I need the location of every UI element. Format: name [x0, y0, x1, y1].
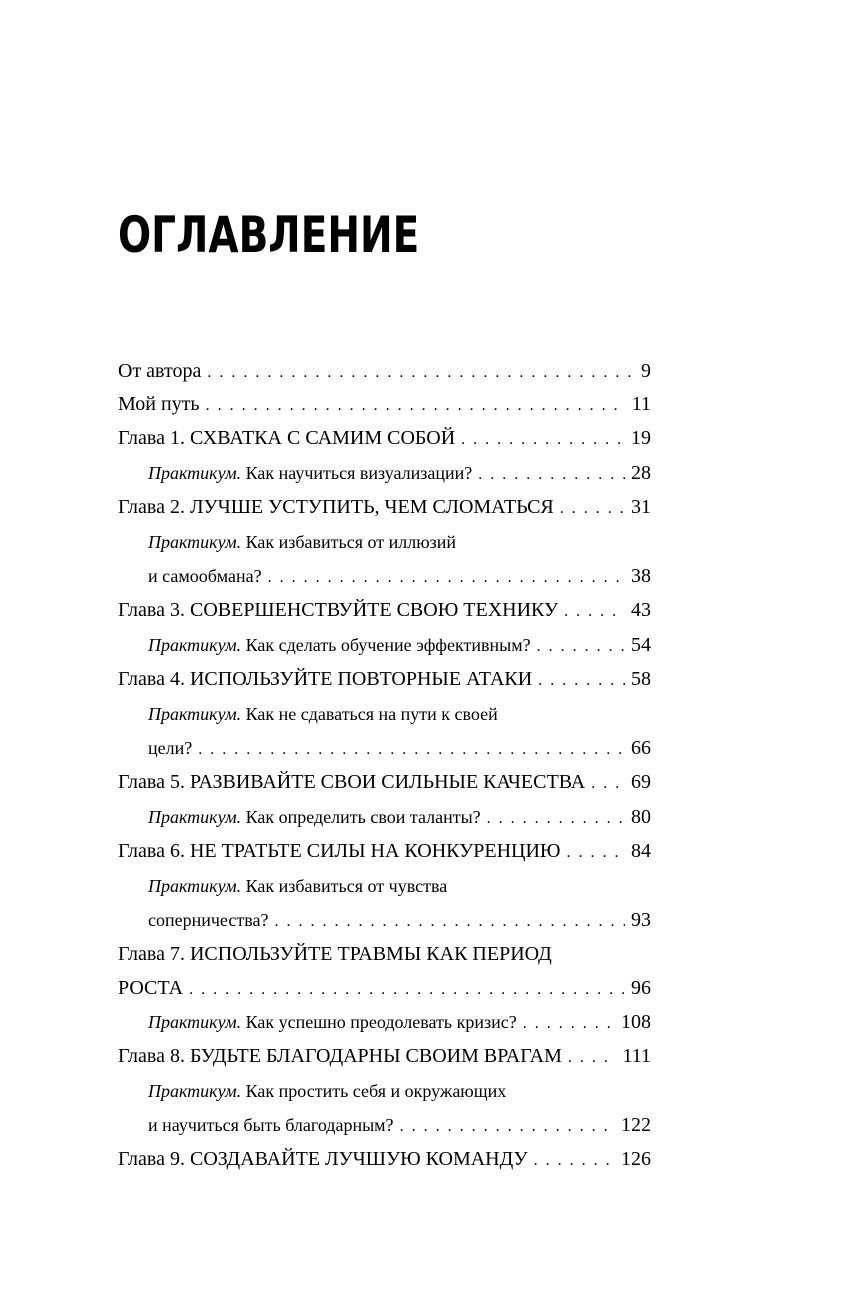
dot-leader: [568, 1040, 617, 1075]
toc-entry-title: Глава 3. СОВЕРШЕНСТВУЙТЕ СВОЮ ТЕХНИКУ: [118, 599, 559, 621]
practicum-label: Практикум.: [148, 807, 242, 827]
toc-entry-title-line1: Как избавиться от иллюзий: [245, 532, 457, 552]
toc-entry-title: Мой путь: [118, 393, 200, 415]
toc-entry-title: Глава 6. НЕ ТРАТЬТЕ СИЛЫ НА КОНКУРЕНЦИЮ: [118, 840, 561, 862]
dot-leader: [487, 802, 625, 836]
toc-practicum-entry: [148, 525, 651, 593]
toc-entry-title: Глава 9. СОЗДАВАЙТЕ ЛУЧШУЮ КОМАНДУ: [118, 1148, 528, 1170]
toc-chapter-entry: [118, 937, 651, 1005]
toc-entry-title-line2: цели?: [148, 738, 193, 758]
toc-page-number: 43: [631, 599, 651, 621]
toc-chapter-entry: [118, 421, 651, 456]
practicum-label: Практикум.: [148, 635, 242, 655]
toc-page-number: 38: [631, 565, 651, 587]
toc-practicum-entry: [148, 1005, 651, 1039]
dot-leader: [400, 1110, 615, 1144]
dot-leader: [198, 733, 625, 767]
toc-page-number: 108: [621, 1011, 651, 1033]
toc-practicum-entry: [148, 800, 651, 834]
practicum-label: Практикум.: [148, 876, 242, 896]
toc-entry-title-line2: соперничества?: [148, 910, 269, 930]
toc-entry: [118, 387, 651, 421]
dot-leader: [478, 458, 625, 492]
dot-leader: [189, 973, 625, 1007]
toc-entry-title-line1: Как простить себя и окружающих: [245, 1081, 507, 1101]
toc-chapter-entry: [118, 765, 651, 800]
dot-leader: [206, 389, 626, 423]
toc-entry-title-line1: Глава 7. ИСПОЛЬЗУЙТЕ ТРАВМЫ КАК ПЕРИОД: [118, 943, 552, 965]
toc-chapter-entry: [118, 834, 651, 869]
toc-page-number: 111: [622, 1045, 651, 1067]
dot-leader: [566, 835, 625, 870]
toc-entry-title: Как сделать обучение эффективным?: [245, 635, 531, 655]
toc-page-number: 11: [631, 393, 651, 415]
toc-page-number: 54: [631, 634, 651, 656]
dot-leader: [537, 630, 625, 664]
toc-page-number: 19: [631, 427, 651, 449]
dot-leader: [274, 905, 625, 939]
page-title: ОГЛАВЛЕНИЕ: [118, 206, 420, 264]
toc-practicum-entry: [148, 869, 651, 937]
toc-entry-title-line2: и самообмана?: [148, 566, 262, 586]
dot-leader: [534, 1143, 615, 1178]
toc-entry-title: Глава 2. ЛУЧШЕ УСТУПИТЬ, ЧЕМ СЛОМАТЬСЯ: [118, 496, 554, 518]
toc-chapter-entry: [118, 1039, 651, 1074]
toc-page-number: 96: [631, 977, 651, 999]
toc-entry-title-line2: РОСТА: [118, 977, 184, 999]
toc-page-number: 31: [631, 496, 651, 518]
dot-leader: [564, 594, 625, 629]
toc-entry: [118, 355, 651, 387]
toc-entry-title: Как научиться визуализации?: [245, 463, 473, 483]
toc-page-number: 80: [631, 806, 651, 828]
toc-entry-title-line1: Как избавиться от чувства: [245, 876, 448, 896]
toc-entry-title: Глава 5. РАЗВИВАЙТЕ СВОИ СИЛЬНЫЕ КАЧЕСТВА: [118, 771, 586, 793]
toc-entry-title: Глава 4. ИСПОЛЬЗУЙТЕ ПОВТОРНЫЕ АТАКИ: [118, 668, 533, 690]
dot-leader: [268, 561, 625, 595]
dot-leader: [538, 663, 625, 698]
toc-entry-title-line2: и научиться быть благодарным?: [148, 1115, 394, 1135]
toc-page-number: 122: [621, 1114, 651, 1136]
toc-chapter-entry: [118, 1142, 651, 1177]
practicum-label: Практикум.: [148, 463, 242, 483]
dot-leader: [461, 422, 625, 457]
toc-entry-title: Как определить свои таланты?: [245, 807, 481, 827]
toc-practicum-entry: [148, 456, 651, 490]
dot-leader: [560, 491, 625, 526]
toc-page-number: 93: [631, 909, 651, 931]
dot-leader: [207, 357, 635, 389]
toc-entry-title: Глава 8. БУДЬТЕ БЛАГОДАРНЫ СВОИМ ВРАГАМ: [118, 1045, 562, 1067]
dot-leader: [523, 1007, 615, 1041]
toc-page-number: 69: [631, 771, 651, 793]
toc-practicum-entry: [148, 697, 651, 765]
toc-entry-title: От автора: [118, 360, 202, 382]
toc-page-number: 126: [621, 1148, 651, 1170]
practicum-label: Практикум.: [148, 1012, 242, 1032]
toc-entry-title-line1: Как не сдаваться на пути к своей: [245, 704, 498, 724]
toc-page-number: 9: [641, 360, 651, 382]
toc-page-number: 66: [631, 737, 651, 759]
toc-page-number: 28: [631, 462, 651, 484]
toc-practicum-entry: [148, 628, 651, 662]
toc-page-number: 58: [631, 668, 651, 690]
practicum-label: Практикум.: [148, 1081, 242, 1101]
toc-chapter-entry: [118, 490, 651, 525]
toc-chapter-entry: [118, 593, 651, 628]
toc-practicum-entry: [148, 1074, 651, 1142]
toc-chapter-entry: [118, 662, 651, 697]
toc-page-number: 84: [631, 840, 651, 862]
table-of-contents: [118, 355, 651, 1177]
dot-leader: [591, 766, 625, 801]
practicum-label: Практикум.: [148, 704, 242, 724]
toc-entry-title: Как успешно преодолевать кризис?: [245, 1012, 517, 1032]
toc-entry-title: Глава 1. СХВАТКА С САМИМ СОБОЙ: [118, 427, 456, 449]
practicum-label: Практикум.: [148, 532, 242, 552]
